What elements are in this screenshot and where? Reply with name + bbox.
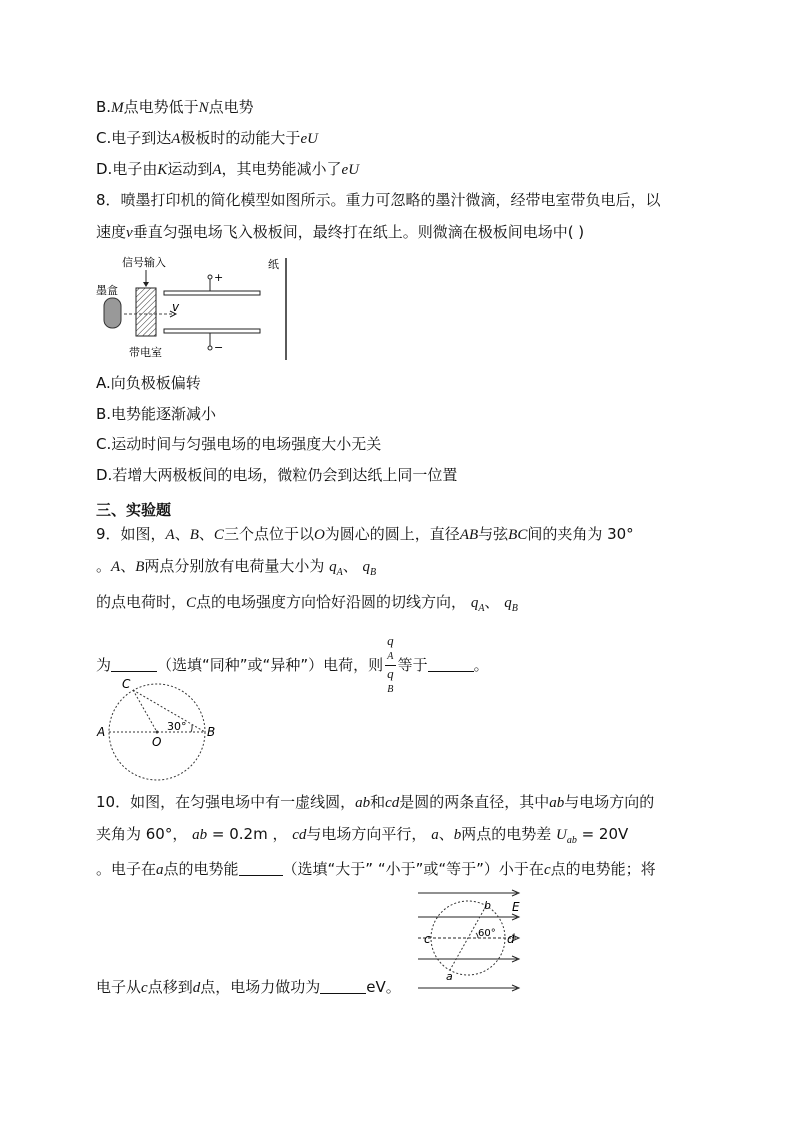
answer-blank-3[interactable] <box>239 861 283 876</box>
charge-room-label: 带电室 <box>129 346 162 359</box>
text: 。 <box>96 557 112 575</box>
text: （选填“大于” “小于”或“等于”）小于在 <box>282 860 544 878</box>
label-a: A <box>97 725 106 739</box>
q8-option-a: A.向负极板偏转 <box>96 374 201 392</box>
var: U <box>555 827 567 843</box>
var: c <box>543 862 551 878</box>
subscript: A <box>336 567 343 578</box>
negative-plate <box>164 329 260 333</box>
q10-line2 <box>96 824 628 851</box>
fraction-numerator <box>385 633 396 666</box>
text: 两点的电势差 <box>461 825 556 843</box>
text: 两点分别放有电荷量大小为 <box>144 557 330 575</box>
var: AB <box>459 527 479 543</box>
var: ab <box>549 795 565 811</box>
var-m: M <box>111 100 124 116</box>
numerator-sub: A <box>387 651 394 662</box>
plus-label: + <box>214 271 224 284</box>
var: B <box>189 527 199 543</box>
var-k: K <box>157 162 168 178</box>
label-o: O <box>152 735 162 749</box>
text: 、 <box>484 593 505 611</box>
label-c: C <box>122 677 131 691</box>
var: C <box>213 527 224 543</box>
var: C <box>186 595 197 611</box>
text: 点的电势能 <box>163 860 239 878</box>
text: 点电势 <box>208 98 254 116</box>
signal-input-label: 信号输入 <box>122 256 166 269</box>
text: 。电子在 <box>96 860 157 878</box>
radius-oc <box>133 690 157 732</box>
text: 速度 <box>96 223 127 241</box>
var: A <box>165 527 175 543</box>
q7-option-c <box>96 128 318 149</box>
text: 电子从 <box>96 978 142 996</box>
var-a: A <box>212 162 222 178</box>
var: ab <box>355 795 371 811</box>
q8-line2 <box>96 222 584 243</box>
text: 、 <box>198 525 214 543</box>
answer-blank-1[interactable] <box>111 657 157 672</box>
numerator-var: q <box>387 633 394 648</box>
text: 、 <box>120 557 136 575</box>
fraction-denominator <box>385 666 396 698</box>
var-a: A <box>171 131 181 147</box>
text: 间的夹角为 30° <box>527 525 634 543</box>
text: B. <box>96 98 112 116</box>
label-d: d <box>507 932 515 946</box>
var: q <box>470 595 479 611</box>
minus-label: − <box>214 341 224 354</box>
text: 等于 <box>397 656 428 674</box>
q10-line1 <box>96 792 654 813</box>
var: q <box>329 559 337 575</box>
var: a <box>431 827 439 843</box>
q9-line2 <box>96 556 376 583</box>
q8-option-d: D.若增大两极板间的电场，微粒仍会到达纸上同一位置 <box>96 466 458 484</box>
label-b: b <box>484 899 491 912</box>
var-v: v <box>126 225 133 241</box>
text: 极板时的动能大于 <box>180 129 301 147</box>
uniform-field-figure <box>416 884 526 994</box>
var-n: N <box>198 100 209 116</box>
var: ab <box>192 827 208 843</box>
center-point <box>156 731 159 734</box>
var-eu: eU <box>300 131 318 147</box>
text: 、 <box>438 825 454 843</box>
text: 是圆的两条直径，其中 <box>399 793 550 811</box>
text: 垂直匀强电场飞入极板间，最终打在纸上。则微滴在极板间电场中( ) <box>132 223 585 241</box>
charge-room <box>136 288 156 336</box>
velocity-label: v <box>172 300 180 314</box>
var: A <box>111 559 121 575</box>
label-e: E <box>512 900 520 914</box>
q10-line4 <box>96 977 401 998</box>
var: c <box>141 980 148 996</box>
q7-option-b <box>96 97 254 118</box>
text: C.电子到达 <box>96 129 172 147</box>
text: 为 <box>96 656 112 674</box>
text: 点的电场强度方向恰好沿圆的切线方向， <box>196 593 471 611</box>
text: D.电子由 <box>96 160 158 178</box>
subscript: A <box>478 603 485 614</box>
text: 点电势低于 <box>123 98 199 116</box>
charge-ratio-fraction <box>385 633 396 698</box>
angle-label: 30° <box>167 720 187 733</box>
var: b <box>453 827 462 843</box>
inkjet-printer-figure <box>96 252 296 362</box>
q10-line3 <box>96 859 656 880</box>
text: 10．如图，在匀强电场中有一虚线圆， <box>96 793 356 811</box>
negative-terminal <box>208 346 212 350</box>
text: 、 <box>174 525 190 543</box>
var: q <box>362 559 371 575</box>
var: a <box>156 862 164 878</box>
paper-label: 纸 <box>268 258 279 271</box>
angle-label: 60° <box>478 928 496 939</box>
text: 和 <box>370 793 386 811</box>
ink-box-label: 墨盒 <box>96 284 118 297</box>
text: 的点电荷时， <box>96 593 187 611</box>
var: O <box>313 527 325 543</box>
text: 与电场方向的 <box>564 793 655 811</box>
q9-line1 <box>96 524 634 545</box>
section-heading: 三、实验题 <box>96 501 172 519</box>
label-c: c <box>424 932 431 946</box>
var: B <box>135 559 145 575</box>
label-b: B <box>207 725 216 739</box>
text: 点，电场力做功为 <box>200 978 321 996</box>
subscript: B <box>511 603 518 614</box>
text: 为圆心的圆上，直径 <box>324 525 460 543</box>
answer-blank-4[interactable] <box>320 979 366 994</box>
positive-terminal <box>208 275 212 279</box>
q7-option-d <box>96 159 359 180</box>
text: 。 <box>473 656 489 674</box>
text: 与弦 <box>478 525 509 543</box>
positive-plate <box>164 291 260 295</box>
subscript: B <box>370 567 377 578</box>
text: 点的电势能；将 <box>550 860 656 878</box>
q9-line3 <box>96 592 518 619</box>
q8-line1: 8．喷墨打印机的简化模型如图所示。重力可忽略的墨汁微滴，经带电室带负电后，以 <box>96 191 661 209</box>
q8-option-b: B.电势能逐渐减小 <box>96 405 217 423</box>
text: 三个点位于以 <box>223 525 314 543</box>
text: ，其电势能减小了 <box>221 160 342 178</box>
var: cd <box>385 795 400 811</box>
var-eu: eU <box>341 162 360 178</box>
signal-arrowhead <box>143 282 149 287</box>
var: cd <box>292 827 307 843</box>
denominator-sub: B <box>387 684 394 695</box>
angle-arc <box>191 725 192 732</box>
text: 夹角为 60°， <box>96 825 193 843</box>
denominator-var: q <box>387 666 394 681</box>
text: = 0.2m ， <box>207 825 293 843</box>
text: eV。 <box>366 978 401 996</box>
var: BC <box>508 527 528 543</box>
text: 、 <box>342 557 363 575</box>
text: 9．如图， <box>96 525 166 543</box>
text: 与电场方向平行， <box>306 825 432 843</box>
answer-blank-2[interactable] <box>428 657 474 672</box>
text: （选填“同种”或“异种”）电荷，则 <box>157 656 384 674</box>
circle-abc-figure <box>96 676 226 784</box>
text: 运动到 <box>167 160 213 178</box>
var: d <box>192 980 201 996</box>
q8-option-c: C.运动时间与匀强电场的电场强度大小无关 <box>96 435 382 453</box>
text: 点移到 <box>147 978 193 996</box>
label-a: a <box>446 970 453 983</box>
var: q <box>504 595 512 611</box>
ink-box <box>104 298 121 328</box>
text: = 20V <box>576 825 629 843</box>
subscript: ab <box>566 835 577 846</box>
